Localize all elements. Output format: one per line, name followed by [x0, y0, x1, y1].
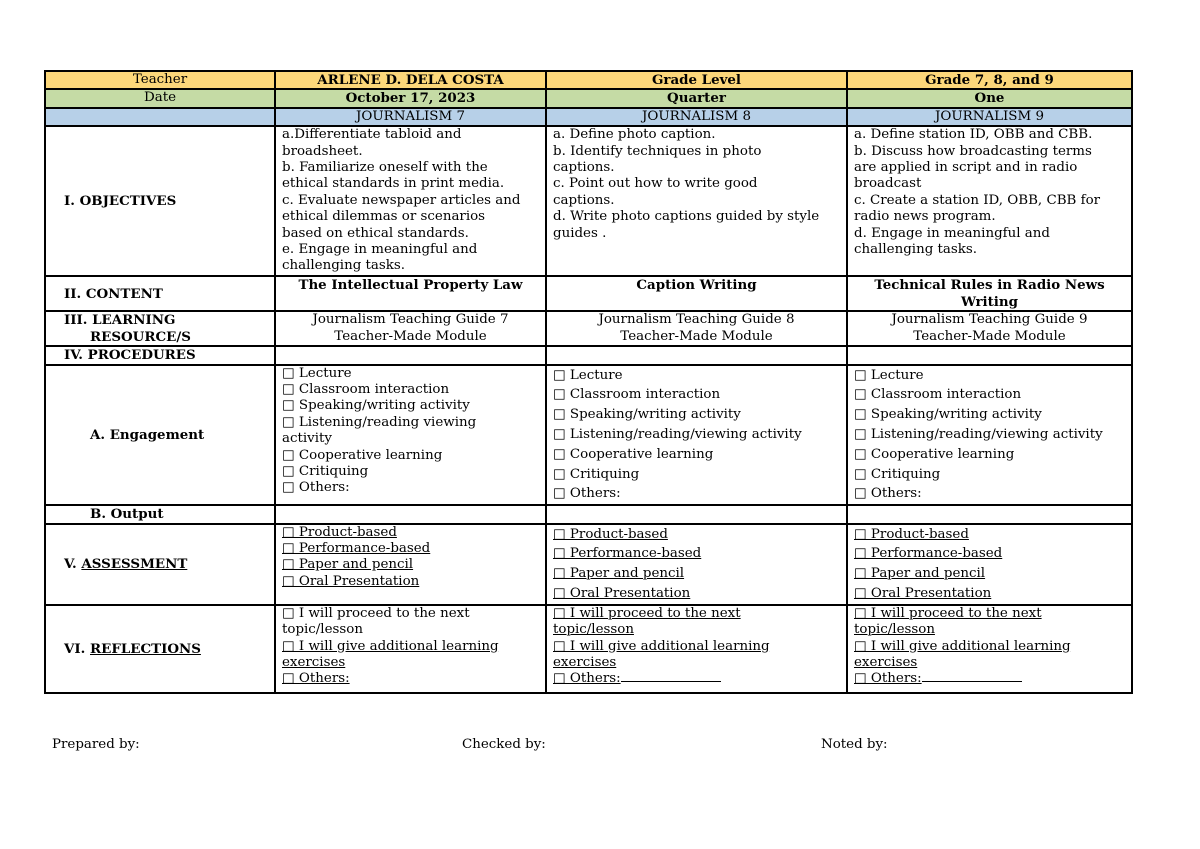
quarter-label: Quarter — [546, 89, 847, 107]
assessment-j7: □ Product-based □ Performance-based □ Paper and pencil □ Oral Presentation — [275, 524, 546, 605]
output-j7 — [275, 505, 546, 523]
assessment-j8: □ Product-based □ Performance-based □ Paper and pencil □ Oral Presentation — [546, 524, 847, 605]
resources-row — [45, 311, 1132, 346]
reflections-j8: □ I will proceed to the next topic/lesson □ I will give additional learning exercises □ Others: — [546, 605, 847, 693]
engagement-j9: □ Lecture □ Classroom interaction □ Speaking/writing activity □ Listening/reading/viewing activity □ Cooperative learning □ Critiquing □ Others: — [847, 365, 1132, 506]
procedures-j7 — [275, 346, 546, 364]
content-j7: The Intellectual Property Law — [275, 276, 546, 311]
output-row — [45, 505, 1132, 523]
subject-journalism-8: JOURNALISM 8 — [546, 108, 847, 126]
output-j9 — [847, 505, 1132, 523]
output-label: B. Output — [45, 505, 275, 523]
others-blank-line[interactable] — [621, 671, 721, 682]
engagement-j8: □ Lecture □ Classroom interaction □ Speaking/writing activity □ Listening/reading/viewing activity □ Cooperative learning □ Critiquing □ Others: — [546, 365, 847, 506]
content-j8: Caption Writing — [546, 276, 847, 311]
teacher-row — [45, 71, 1132, 89]
date-row — [45, 89, 1132, 107]
teacher-label: Teacher — [45, 71, 275, 89]
lesson-plan-table — [44, 70, 1133, 694]
others-blank-line[interactable] — [922, 671, 1022, 682]
reflections-j7: □ I will proceed to the next topic/lesson □ I will give additional learning exercises □ Others: — [275, 605, 546, 693]
content-label: II. CONTENT — [45, 276, 275, 311]
teacher-name: ARLENE D. DELA COSTA — [275, 71, 546, 89]
subject-row — [45, 108, 1132, 126]
objectives-row — [45, 126, 1132, 276]
resources-j7: Journalism Teaching Guide 7 Teacher-Made Module — [275, 311, 546, 346]
resources-label: III. LEARNING RESOURCE/S — [45, 311, 275, 346]
output-j8 — [546, 505, 847, 523]
content-row — [45, 276, 1132, 311]
engagement-row — [45, 365, 1132, 506]
engagement-label: A. Engagement — [45, 365, 275, 506]
reflections-label: VI. REFLECTIONS — [45, 605, 275, 693]
subject-blank — [45, 108, 275, 126]
assessment-j9: □ Product-based □ Performance-based □ Paper and pencil □ Oral Presentation — [847, 524, 1132, 605]
objectives-j7: a.Differentiate tabloid and broadsheet. b. Familiarize oneself with the ethical standards in print media. c. Evaluate newspaper articles and ethical dilemmas or scenarios based on ethical standards. e. Engage in meaningful and challenging tasks. — [275, 126, 546, 276]
objectives-label: I. OBJECTIVES — [45, 126, 275, 276]
assessment-row — [45, 524, 1132, 605]
content-j9: Technical Rules in Radio News Writing — [847, 276, 1132, 311]
date-value: October 17, 2023 — [275, 89, 546, 107]
prepared-by-label: Prepared by: — [52, 737, 140, 752]
grade-level-label: Grade Level — [546, 71, 847, 89]
procedures-row — [45, 346, 1132, 364]
reflections-j9: □ I will proceed to the next topic/lesson □ I will give additional learning exercises □ Others: — [847, 605, 1132, 693]
subject-journalism-7: JOURNALISM 7 — [275, 108, 546, 126]
engagement-j7: □ Lecture □ Classroom interaction □ Speaking/writing activity □ Listening/reading viewing activity □ Cooperative learning □ Critiquing □ Others: — [275, 365, 546, 506]
reflections-row — [45, 605, 1132, 693]
resources-j9: Journalism Teaching Guide 9 Teacher-Made Module — [847, 311, 1132, 346]
procedures-j8 — [546, 346, 847, 364]
grade-level-value: Grade 7, 8, and 9 — [847, 71, 1132, 89]
resources-j8: Journalism Teaching Guide 8 Teacher-Made Module — [546, 311, 847, 346]
date-label: Date — [45, 89, 275, 107]
noted-by-label: Noted by: — [821, 737, 888, 752]
objectives-j8: a. Define photo caption. b. Identify techniques in photo captions. c. Point out how to write good captions. d. Write photo captions guided by style guides . — [546, 126, 847, 276]
quarter-value: One — [847, 89, 1132, 107]
assessment-label: V. ASSESSMENT — [45, 524, 275, 605]
procedures-j9 — [847, 346, 1132, 364]
procedures-label: IV. PROCEDURES — [45, 346, 275, 364]
subject-journalism-9: JOURNALISM 9 — [847, 108, 1132, 126]
checked-by-label: Checked by: — [462, 737, 546, 752]
objectives-j9: a. Define station ID, OBB and CBB. b. Discuss how broadcasting terms are applied in script and in radio broadcast c. Create a station ID, OBB, CBB for radio news program. d. Engage in meaningful and challenging tasks. — [847, 126, 1132, 276]
